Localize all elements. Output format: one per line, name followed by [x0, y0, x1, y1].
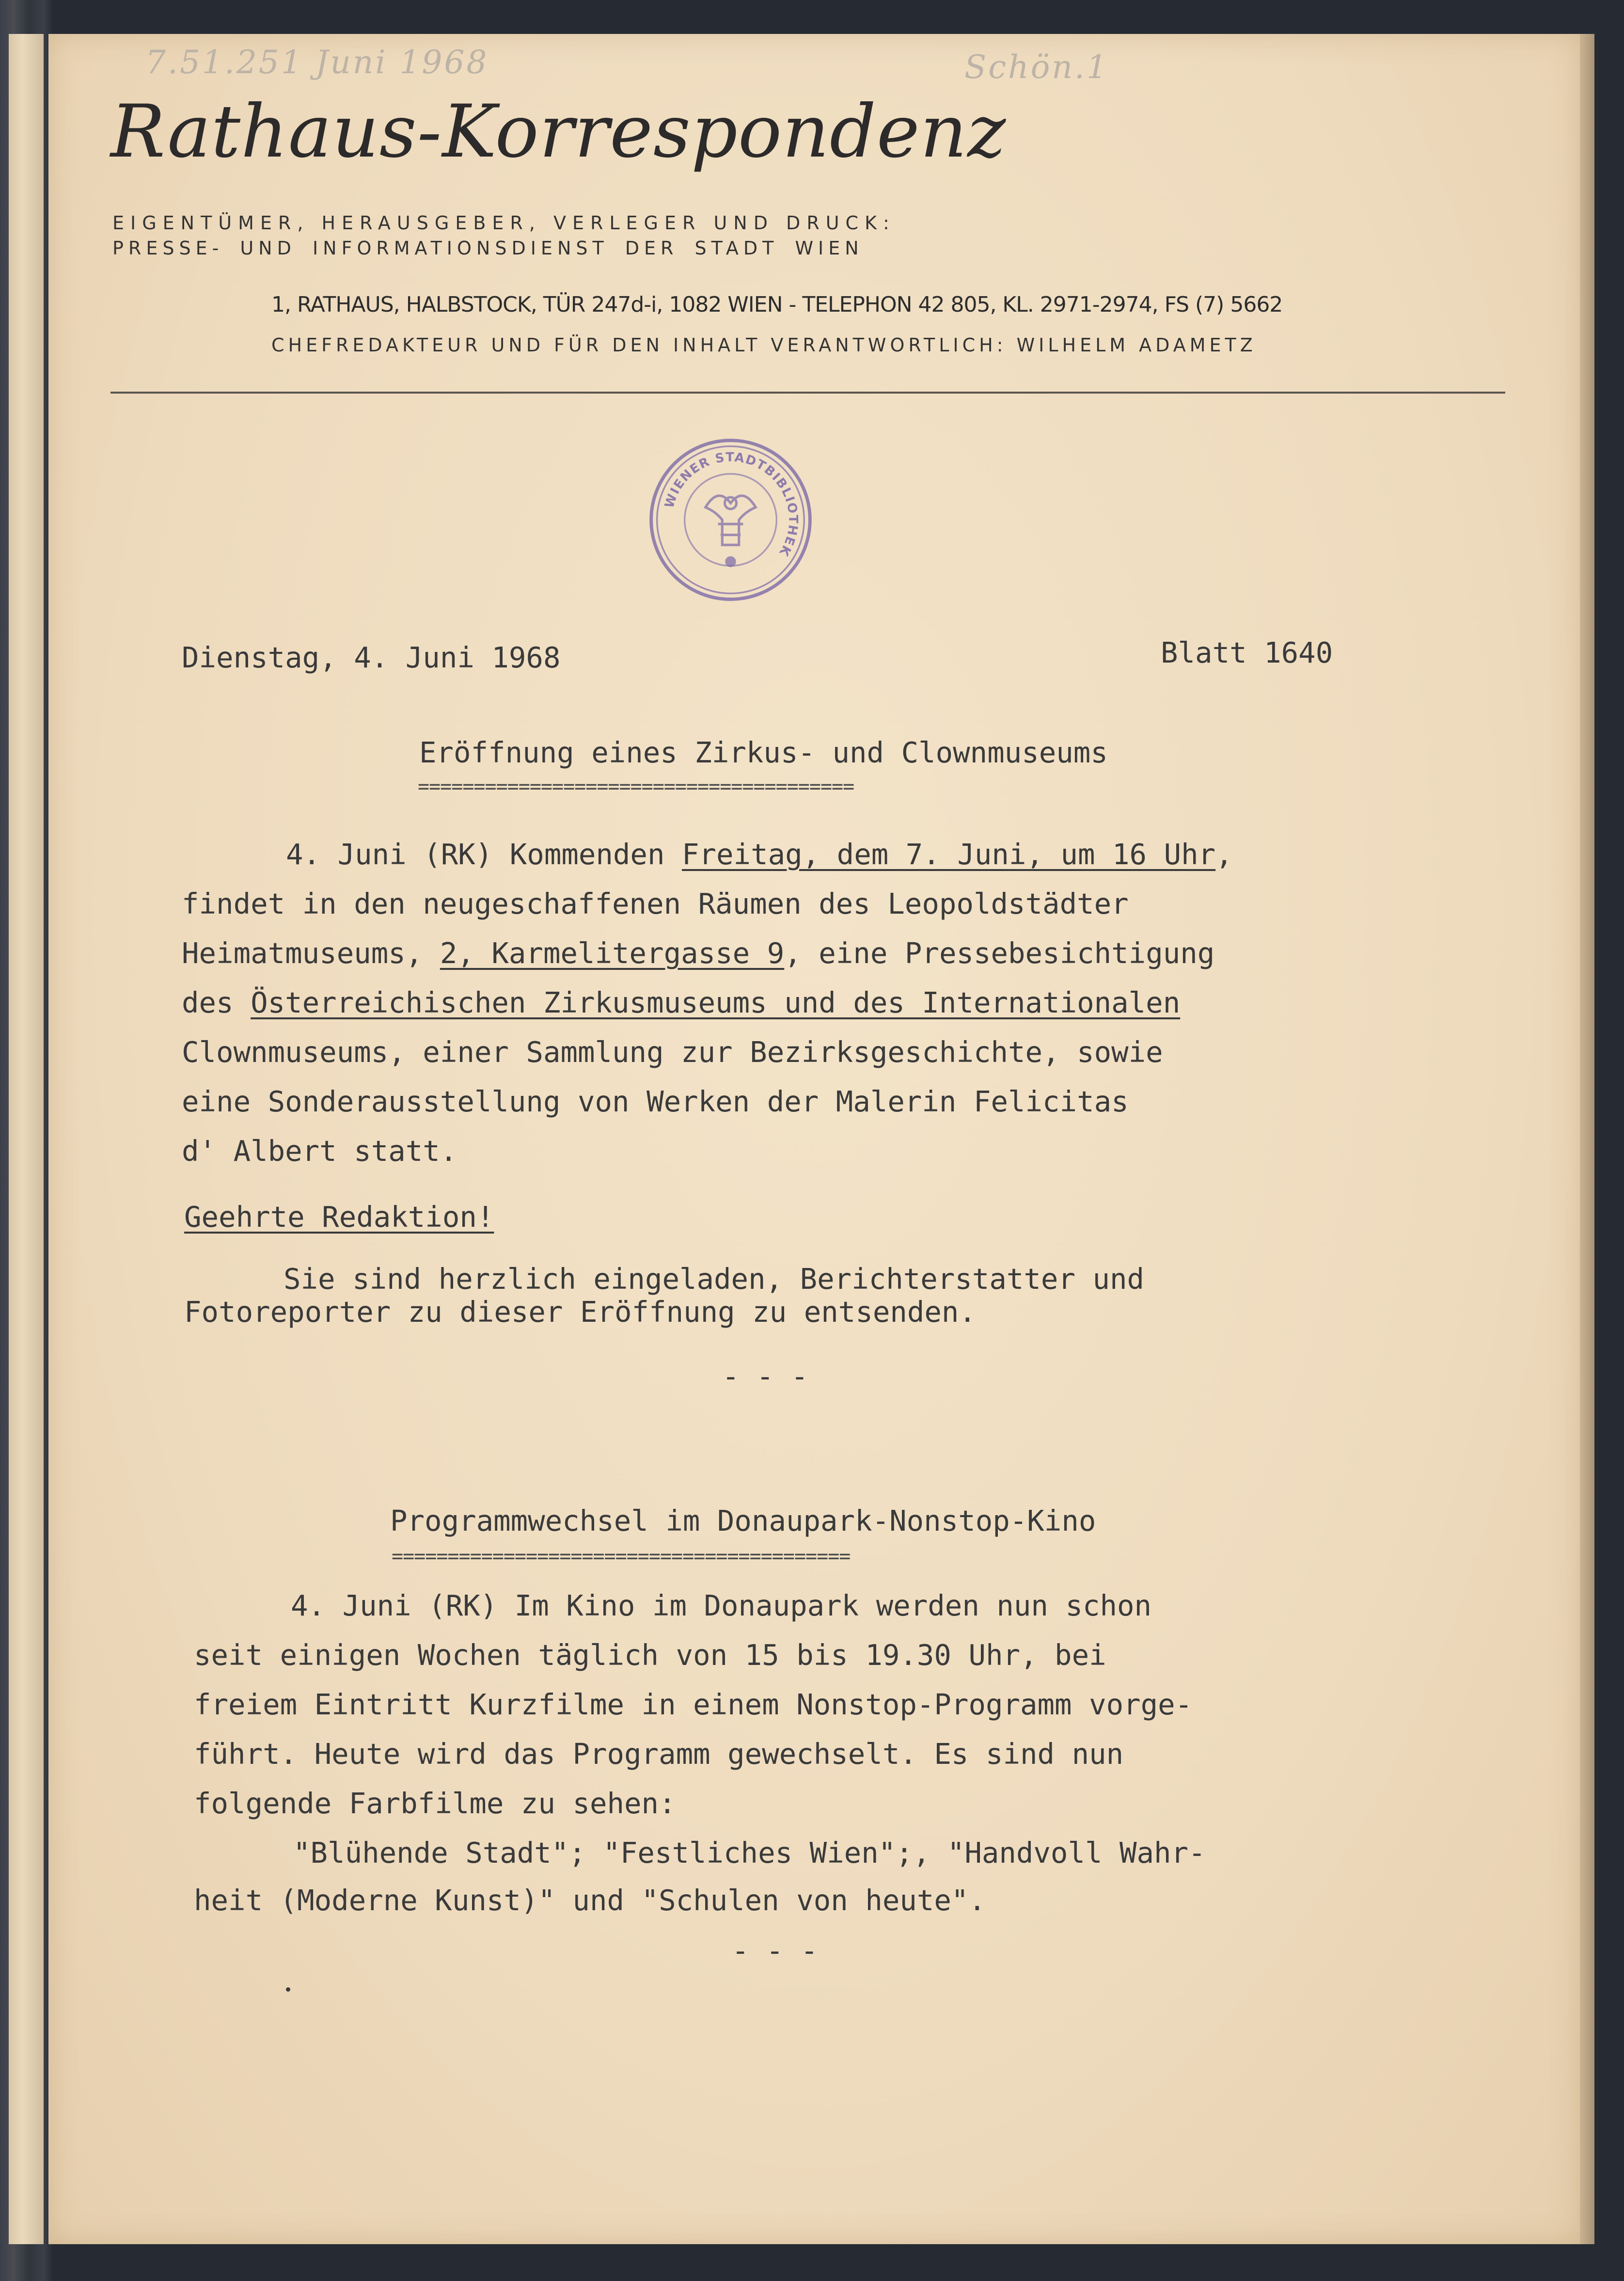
- masthead-title: Rathaus-Korrespondenz: [110, 90, 1007, 174]
- pencil-note-left: 7.51.251 Juni 1968: [145, 44, 489, 81]
- article2-end-mark: - - -: [732, 1934, 818, 1967]
- article2-line-4: führt. Heute wird das Programm gewechselt. Es sind nun: [194, 1737, 1124, 1771]
- pencil-note-right: Schön.1: [964, 48, 1109, 86]
- document-date: Dienstag, 4. Juni 1968: [182, 641, 561, 674]
- article1-headline: Eröffnung eines Zirkus- und Clownmuseums: [419, 736, 1108, 769]
- article2-line-6: "Blühende Stadt"; "Festliches Wien";, "Handvoll Wahr-: [293, 1836, 1206, 1869]
- sheet-number: Blatt 1640: [1161, 636, 1333, 669]
- stray-ink-dot: [286, 1987, 290, 1992]
- article2-line-5: folgende Farbfilme zu sehen:: [194, 1787, 676, 1820]
- library-stamp: [647, 436, 814, 603]
- invitation-line-2: Fotoreporter zu dieser Eröffnung zu entsenden.: [184, 1295, 976, 1329]
- article2-headline: Programmwechsel im Donaupark-Nonstop-Kino: [390, 1504, 1096, 1537]
- article2-line-3: freiem Eintritt Kurzfilme in einem Nonstop-Programm vorge-: [194, 1688, 1193, 1721]
- paper-edge: [1580, 34, 1594, 2244]
- article2-line-2: seit einigen Wochen täglich von 15 bis 19.30 Uhr, bei: [194, 1638, 1106, 1672]
- masthead-divider: [110, 392, 1505, 394]
- masthead-publisher-line: EIGENTÜMER, HERAUSGEBER, VERLEGER UND DRUCK:: [112, 212, 896, 234]
- article1-line-3: Heimatmuseums, 2, Karmelitergasse 9, eine Pressebesichtigung: [182, 936, 1215, 970]
- masthead-address: 1, RATHAUS, HALBSTOCK, TÜR 247d-i, 1082 WIEN - TELEPHON 42 805, KL. 2971-2974, FS (7) 5662: [271, 292, 1283, 317]
- eagle-crest-icon: [706, 496, 756, 566]
- article1-headline-rule: =======================================: [418, 776, 854, 798]
- masthead-editor: CHEFREDAKTEUR UND FÜR DEN INHALT VERANTWORTLICH: WILHELM ADAMETZ: [271, 334, 1257, 356]
- article1-line-6: eine Sonderausstellung von Werken der Malerin Felicitas: [182, 1085, 1129, 1118]
- invitation-line-1: Sie sind herzlich eingeladen, Berichterstatter und: [284, 1262, 1145, 1296]
- masthead-service-line: PRESSE- UND INFORMATIONSDIENST DER STADT WIEN: [112, 238, 864, 259]
- article1-line-1: 4. Juni (RK) Kommenden Freitag, dem 7. Juni, um 16 Uhr,: [286, 838, 1233, 871]
- binding-strip: [9, 34, 44, 2244]
- article2-line-7: heit (Moderne Kunst)" und "Schulen von heute".: [194, 1884, 986, 1917]
- article1-line-4: des Österreichischen Zirkusmuseums und des Internationalen: [182, 986, 1181, 1019]
- article1-line-7: d' Albert statt.: [182, 1134, 457, 1168]
- article2-headline-rule: =========================================: [392, 1545, 851, 1568]
- salutation: Geehrte Redaktion!: [184, 1200, 494, 1234]
- article1-line-2: findet in den neugeschaffenen Räumen des Leopoldstädter: [182, 887, 1129, 920]
- article1-line-5: Clownmuseums, einer Sammlung zur Bezirksgeschichte, sowie: [182, 1035, 1163, 1069]
- article1-end-mark: - - -: [722, 1360, 808, 1393]
- stamp-text: WIENER STADTBIBLIOTHEK: [662, 450, 801, 559]
- article2-line-1: 4. Juni (RK) Im Kino im Donaupark werden nun schon: [291, 1589, 1152, 1622]
